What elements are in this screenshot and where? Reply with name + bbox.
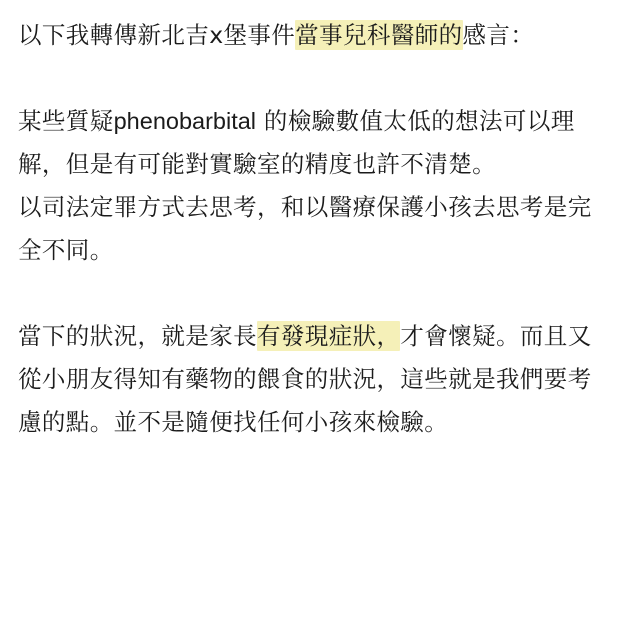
text-run: 的檢驗數值太低的想法可以理解，但是有可能對實驗室的精度也許不清楚。 <box>18 107 575 178</box>
text-run: 以下我轉傳新北吉x堡事件 <box>18 21 296 49</box>
paragraph <box>18 315 604 444</box>
paragraph-spacer <box>18 57 604 100</box>
paragraph <box>18 14 604 57</box>
paragraph <box>18 186 604 272</box>
paragraph <box>18 100 604 186</box>
text-run: 以司法定罪方式去思考，和以醫療保護小孩去思考是完全不同。 <box>18 193 592 264</box>
text-run: 某些質疑 <box>18 107 114 135</box>
highlighted-text: 當事兒科醫師的 <box>295 21 463 49</box>
text-run: 才會懷疑。而且又從小朋友得知有藥物的餵食的狀況，這些就是我們要考慮的點。並不是隨便找任何小孩來檢驗。 <box>18 322 592 436</box>
text-run: 當下的狀況，就是家長 <box>18 322 257 350</box>
document-text-body <box>18 14 604 444</box>
text-run: 感言： <box>462 21 535 49</box>
highlighted-text: 有發現症狀， <box>257 322 401 350</box>
text-run: phenobarbital <box>113 108 257 134</box>
paragraph-spacer <box>18 272 604 315</box>
